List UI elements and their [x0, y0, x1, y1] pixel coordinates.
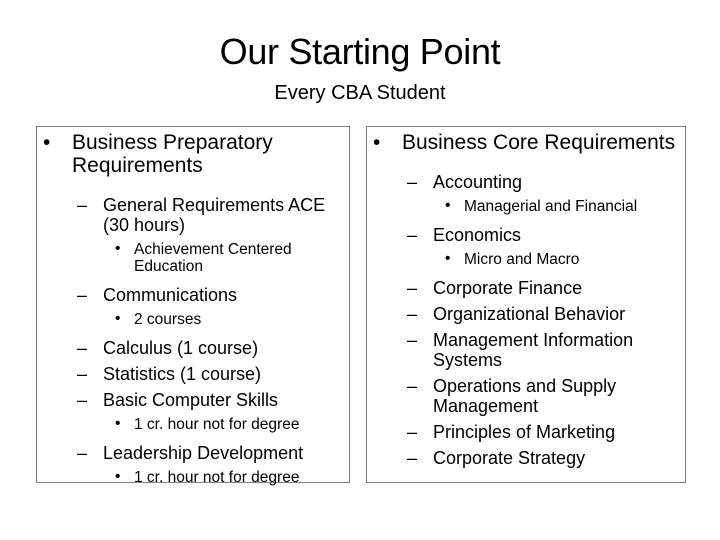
sub-list-item: • 2 courses [115, 310, 202, 328]
bullet-icon: • [43, 131, 51, 154]
bullet-icon: • [373, 131, 381, 154]
bullet-icon: • [115, 310, 121, 327]
slide-subtitle: Every CBA Student [274, 82, 446, 104]
right-heading: • Business Core Requirements [373, 131, 676, 154]
list-item: – Principles of Marketing [407, 422, 616, 442]
dash-icon: – [407, 448, 418, 468]
list-item: – Economics [407, 225, 522, 245]
dash-icon: – [77, 364, 88, 384]
bullet-icon: • [445, 197, 451, 214]
list-item: – Corporate Strategy [407, 448, 586, 468]
slide-title: Our Starting Point [219, 31, 501, 72]
core-requirements-box [366, 126, 686, 483]
dash-icon: – [77, 390, 88, 410]
bullet-icon: • [115, 468, 121, 485]
dash-icon: – [77, 443, 88, 463]
list-item: – Statistics (1 course) [77, 364, 262, 384]
list-item: – Accounting [407, 172, 523, 192]
sub-list-item: • 1 cr. hour not for degree [115, 468, 300, 486]
list-item: – General Requirements ACE (30 hours) [77, 195, 326, 235]
dash-icon: – [77, 285, 88, 305]
list-item: – Leadership Development [77, 443, 304, 463]
list-item: – Basic Computer Skills [77, 390, 279, 410]
preparatory-requirements-box [36, 126, 350, 486]
bullet-icon: • [445, 250, 451, 267]
dash-icon: – [407, 225, 418, 245]
dash-icon: – [407, 376, 418, 396]
list-item: – Organizational Behavior [407, 304, 626, 324]
dash-icon: – [407, 172, 418, 192]
dash-icon: – [77, 338, 88, 358]
sub-list-item: • Managerial and Financial [445, 197, 638, 215]
dash-icon: – [407, 330, 418, 350]
dash-icon: – [407, 304, 418, 324]
dash-icon: – [77, 195, 88, 215]
dash-icon: – [407, 422, 418, 442]
dash-icon: – [407, 278, 418, 298]
list-item: – Communications [77, 285, 238, 305]
sub-list-item: • Micro and Macro [445, 250, 580, 268]
list-item: – Management Information Systems [407, 330, 634, 370]
sub-list-item: • Achievement Centered Education [115, 240, 292, 275]
list-item: – Corporate Finance [407, 278, 583, 298]
sub-list-item: • 1 cr. hour not for degree [115, 415, 300, 433]
bullet-icon: • [115, 240, 121, 257]
list-item: – Operations and Supply Management [407, 376, 617, 416]
bullet-icon: • [115, 415, 121, 432]
list-item: – Calculus (1 course) [77, 338, 259, 358]
left-heading: • Business Preparatory Requirements [43, 131, 273, 177]
